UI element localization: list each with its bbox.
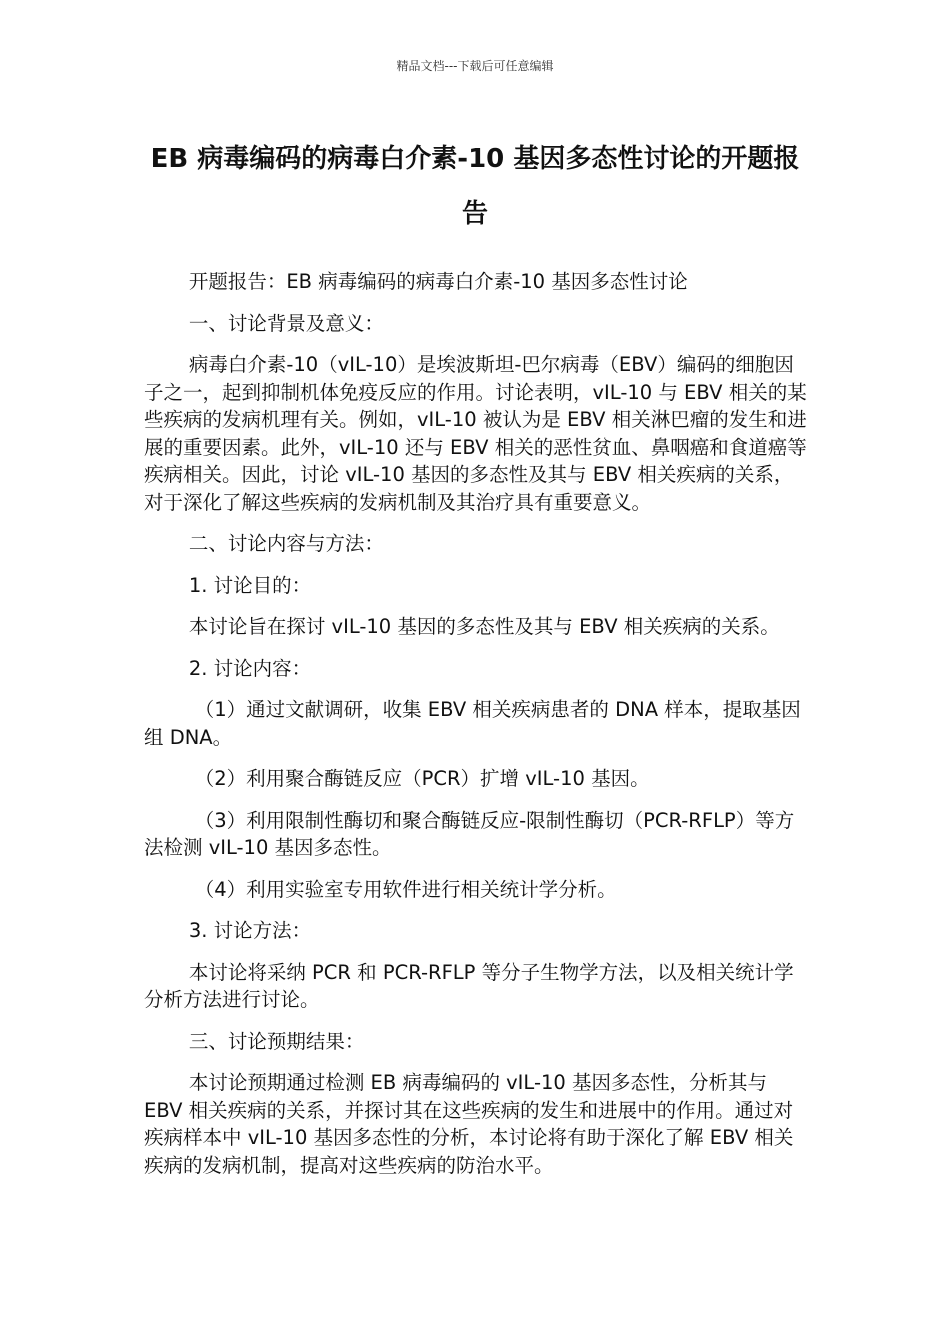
subheading-content: 2. 讨论内容：: [188, 656, 312, 680]
section-heading-background: 一、讨论背景及意义：: [188, 311, 384, 335]
method-paragraph: 本讨论将采纳 PCR 和 PCR-RFLP 等分子生物学方法，以及相关统计学分析方法进行讨论。: [144, 960, 794, 1011]
header-note: 精品文档---下载后可任意编辑: [396, 59, 554, 73]
content-item-2: （2）利用聚合酶链反应（PCR）扩增 vIL-10 基因。: [194, 767, 650, 790]
document-body: [144, 268, 808, 1193]
expected-results-paragraph: 本讨论预期通过检测 EB 病毒编码的 vIL-10 基因多态性，分析其与 EBV 相关疾病的关系，并探讨其在这些疾病的发生和进展中的作用。通过对疾病样本中 vIL-10 基因多态性的分析，本讨论将有助于深化了解 EBV 相关疾病的发病机制，提高对这些疾病的防治水平。: [144, 1071, 794, 1177]
content-item-4: （4）利用实验室专用软件进行相关统计学分析。: [194, 877, 617, 901]
background-paragraph: 病毒白介素-10（vIL-10）是埃波斯坦-巴尔病毒（EBV）编码的细胞因子之一，起到抑制机体免疫反应的作用。讨论表明，vIL-10 与 EBV 相关的某些疾病的发病机理有关。例如，vIL-10 被认为是 EBV 相关淋巴瘤的发生和进展的重要因素。此外，vIL-10 还与 EBV 相关的恶性贫血、鼻咽癌和食道癌等疾病相关。因此，讨论 vIL-10 基因的多态性及其与 EBV 相关疾病的关系，对于深化了解这些疾病的发病机制及其治疗具有重要意义。: [144, 353, 807, 514]
subheading-method: 3. 讨论方法：: [188, 919, 312, 942]
subheading-purpose: 1. 讨论目的：: [188, 573, 312, 597]
purpose-paragraph: 本讨论旨在探讨 vIL-10 基因的多态性及其与 EBV 相关疾病的关系。: [188, 615, 780, 638]
section-heading-content-method: 二、讨论内容与方法：: [188, 532, 384, 555]
section-heading-expected-results: 三、讨论预期结果：: [188, 1029, 365, 1053]
intro-line: 开题报告：EB 病毒编码的病毒白介素-10 基因多态性讨论: [188, 270, 688, 293]
content-item-1: （1）通过文献调研，收集 EBV 相关疾病患者的 DNA 样本，提取基因组 DNA。: [144, 698, 801, 749]
document-title: EB 病毒编码的病毒白介素-10 基因多态性讨论的开题报告: [150, 144, 800, 229]
content-item-3: （3）利用限制性酶切和聚合酶链反应-限制性酶切（PCR-RFLP）等方法检测 vIL-10 基因多态性。: [144, 808, 795, 859]
